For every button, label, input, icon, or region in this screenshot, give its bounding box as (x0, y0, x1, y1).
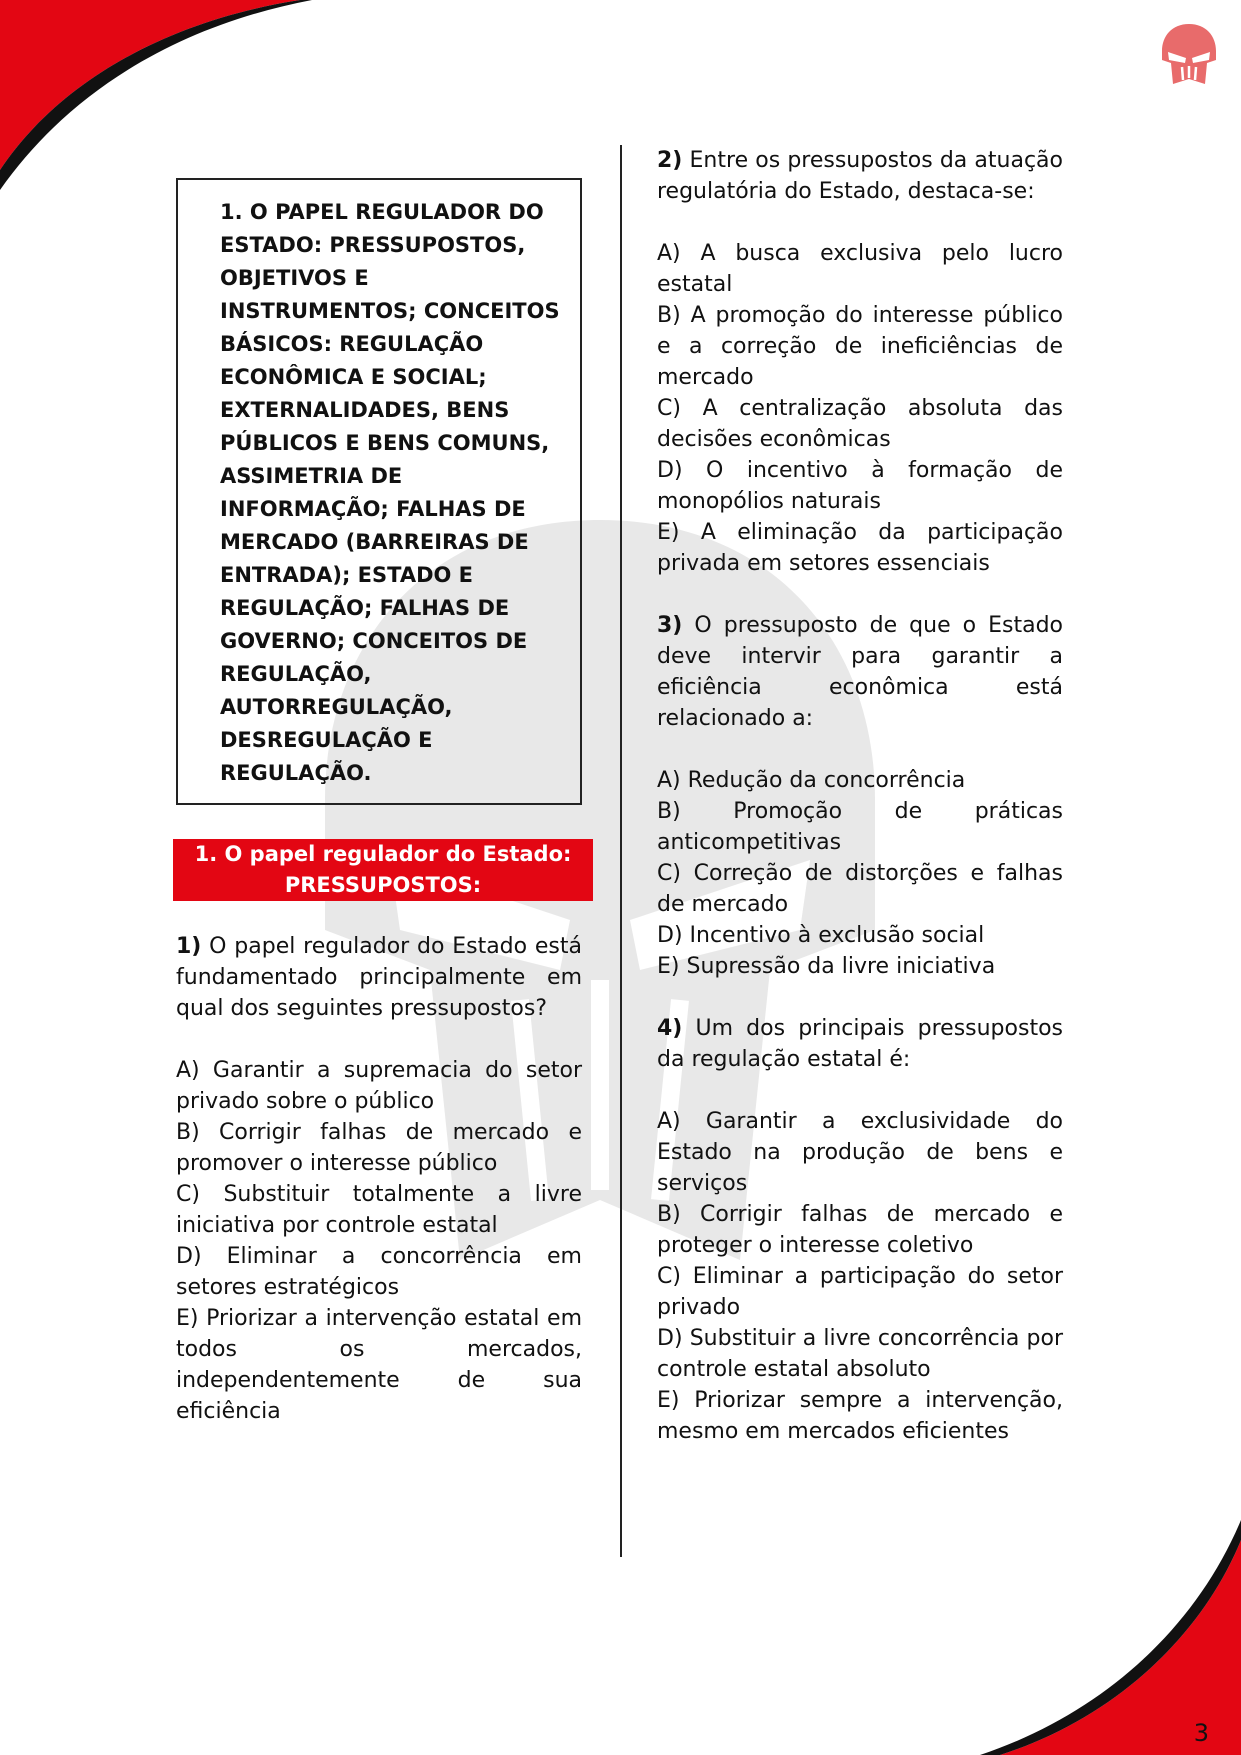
right-column (657, 145, 1063, 1478)
option-b: B) Corrigir falhas de mercado e promover o interesse público (176, 1120, 582, 1176)
section-banner-line1: 1. O papel regulador do Estado: (194, 842, 572, 866)
left-column (176, 178, 582, 1458)
option-a: A) Garantir a supremacia do setor privado sobre o público (176, 1058, 582, 1114)
question-body: Entre os pressupostos da atuação regulatória do Estado, destaca-se: (657, 148, 1063, 204)
question-3 (657, 610, 1063, 982)
options-list (176, 1055, 582, 1427)
option-a: A) Redução da concorrência (657, 768, 966, 793)
column-divider (620, 145, 622, 1557)
question-text (657, 145, 1063, 207)
question-2 (657, 145, 1063, 579)
question-number: 2) (657, 148, 683, 173)
option-d: D) O incentivo à formação de monopólios naturais (657, 458, 1063, 514)
option-e: E) Priorizar sempre a intervenção, mesmo em mercados eficientes (657, 1388, 1063, 1444)
section-banner-line2: PRESSUPOSTOS: (284, 873, 482, 897)
option-d: D) Substituir a livre concorrência por controle estatal absoluto (657, 1326, 1063, 1382)
option-c: C) A centralização absoluta das decisões econômicas (657, 396, 1063, 452)
question-4 (657, 1013, 1063, 1447)
section-banner (173, 839, 593, 901)
option-c: C) Substituir totalmente a livre iniciativa por controle estatal (176, 1182, 582, 1238)
option-e: E) Supressão da livre iniciativa (657, 954, 996, 979)
question-body: O pressuposto de que o Estado deve intervir para garantir a eficiência econômica está relacionado a: (657, 613, 1064, 731)
topic-box (176, 178, 582, 805)
option-e: E) Priorizar a intervenção estatal em todos os mercados, independentemente de sua eficiência (176, 1306, 582, 1424)
option-d: D) Eliminar a concorrência em setores estratégicos (176, 1244, 582, 1300)
options-list (657, 765, 1063, 982)
option-e: E) A eliminação da participação privada em setores essenciais (657, 520, 1063, 576)
topic-title: 1. O PAPEL REGULADOR DO ESTADO: PRESSUPOSTOS, OBJETIVOS E INSTRUMENTOS; CONCEITOS BÁSICOS: REGULAÇÃO ECONÔMICA E SOCIAL; EXTERNALIDADES, BENS PÚBLICOS E BENS COMUNS, ASSIMETRIA DE INFORMAÇÃO; FALHAS DE MERCADO (BARREIRAS DE ENTRADA); ESTADO E REGULAÇÃO; FALHAS DE GOVERNO; CONCEITOS DE REGULAÇÃO, AUTORREGULAÇÃO, DESREGULAÇÃO E REGULAÇÃO. (220, 200, 560, 785)
options-list (657, 1106, 1063, 1447)
option-a: A) A busca exclusiva pelo lucro estatal (657, 241, 1063, 297)
option-b: B) Corrigir falhas de mercado e proteger o interesse coletivo (657, 1202, 1063, 1258)
options-list (657, 238, 1063, 579)
question-body: Um dos principais pressupostos da regulação estatal é: (657, 1016, 1063, 1072)
page-number: 3 (1193, 1719, 1209, 1747)
question-body: O papel regulador do Estado está fundamentado principalmente em qual dos seguintes pressupostos? (176, 934, 582, 1021)
option-a: A) Garantir a exclusividade do Estado na produção de bens e serviços (657, 1109, 1063, 1196)
option-b: B) Promoção de práticas anticompetitivas (657, 799, 1063, 855)
helmet-logo-icon (1160, 22, 1218, 86)
question-text (176, 931, 582, 1024)
question-1 (176, 931, 582, 1427)
option-c: C) Correção de distorções e falhas de mercado (657, 861, 1063, 917)
option-c: C) Eliminar a participação do setor privado (657, 1264, 1063, 1320)
question-text (657, 610, 1063, 734)
question-number: 4) (657, 1016, 683, 1041)
question-number: 3) (657, 613, 683, 638)
question-number: 1) (176, 934, 202, 959)
option-b: B) A promoção do interesse público e a correção de ineficiências de mercado (657, 303, 1063, 390)
question-text (657, 1013, 1063, 1075)
option-d: D) Incentivo à exclusão social (657, 923, 985, 948)
